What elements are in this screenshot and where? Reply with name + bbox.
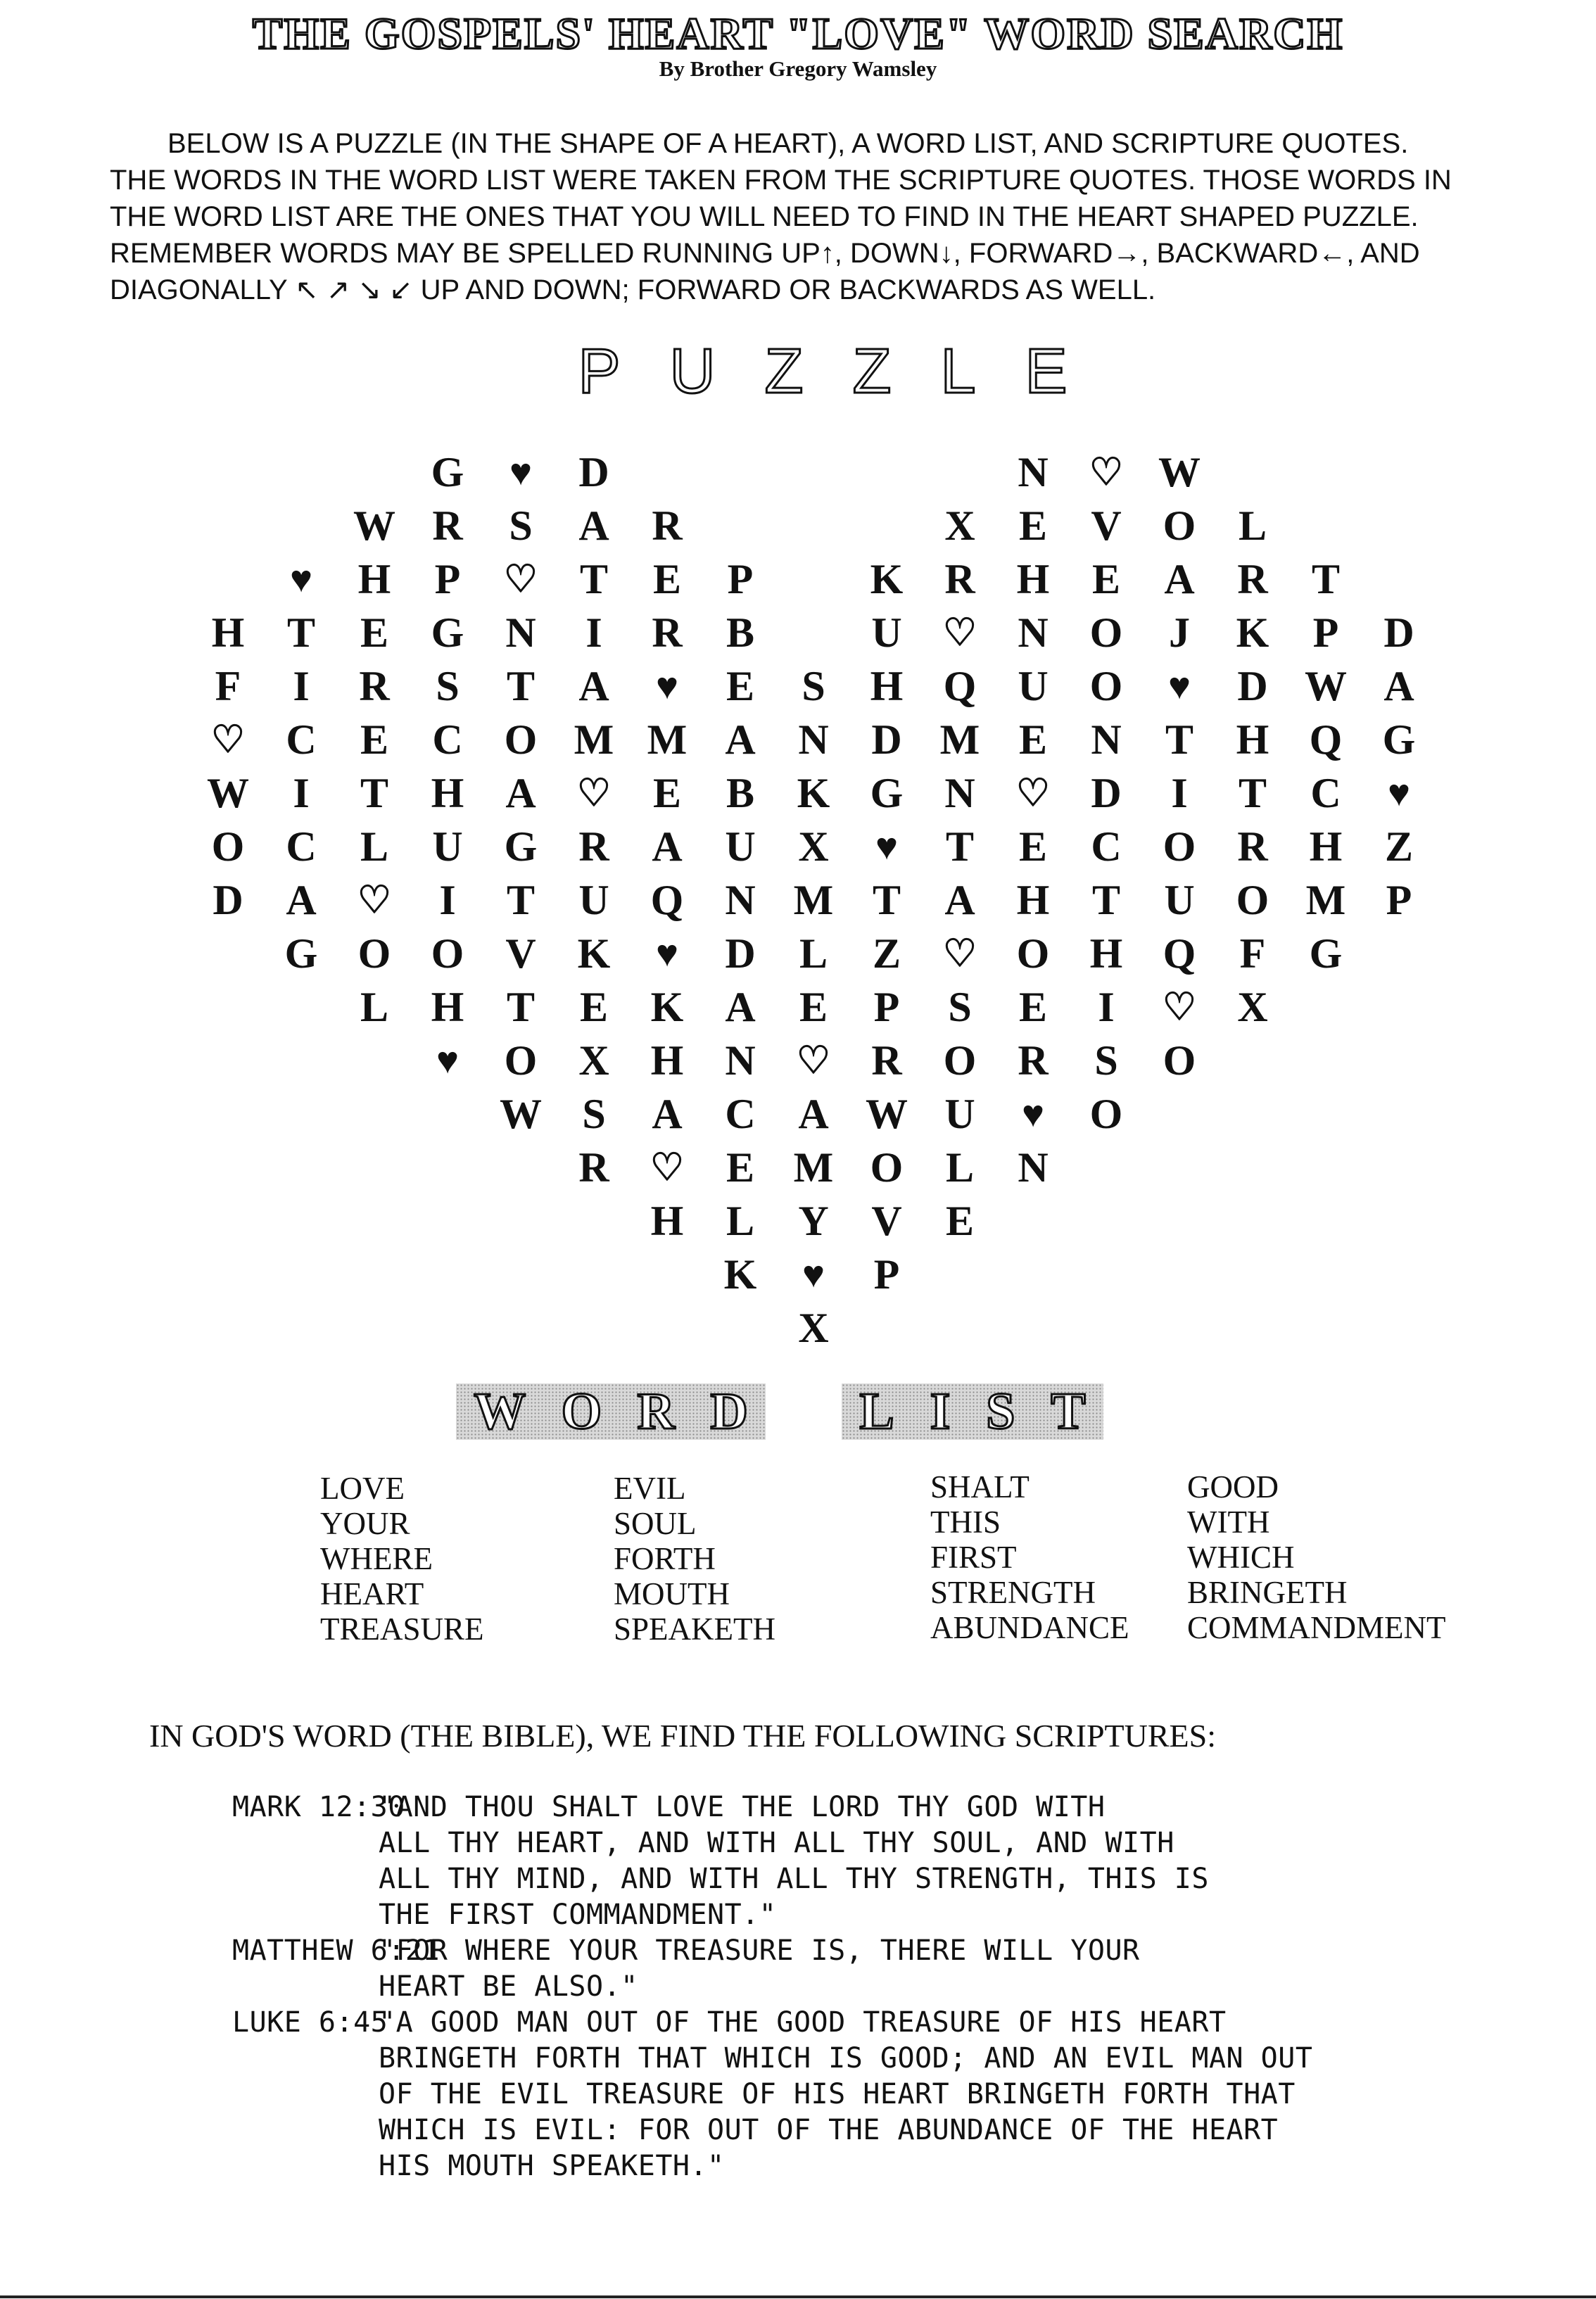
- instructions-line: DIAGONALLY ↖ ↗ ↘ ↙ UP AND DOWN; FORWARD OR BACKWARDS AS WELL.: [110, 274, 1156, 305]
- puzzle-cell-letter: E: [1018, 823, 1048, 870]
- puzzle-cell-letter: H: [1309, 823, 1343, 870]
- puzzle-cell-letter: E: [360, 609, 389, 656]
- puzzle-cell-heart-icon: ♥: [509, 451, 533, 493]
- puzzle-cell-letter: R: [578, 823, 609, 870]
- scripture-text: HIS MOUTH SPEAKETH.": [379, 2150, 725, 2182]
- puzzle-cell-letter: P: [727, 556, 754, 602]
- puzzle-cell-letter: C: [725, 1091, 756, 1137]
- puzzle-cell-letter: O: [870, 1144, 904, 1191]
- puzzle-cell-letter: R: [944, 556, 975, 602]
- puzzle-cell-letter: N: [505, 609, 536, 656]
- puzzle-cell-letter: O: [943, 1037, 977, 1084]
- puzzle-cell-letter: O: [504, 1037, 538, 1084]
- puzzle-cell-letter: Z: [872, 930, 901, 977]
- puzzle-cell-letter: D: [1383, 609, 1414, 656]
- word-list-heading-word: [456, 1383, 766, 1440]
- puzzle-cell-letter: T: [506, 984, 536, 1030]
- puzzle-cell-letter: E: [652, 770, 682, 816]
- puzzle-cell-open-heart-icon: ♡: [1015, 772, 1051, 814]
- word-list-item: EVIL: [614, 1471, 686, 1506]
- puzzle-cell-letter: K: [723, 1251, 757, 1298]
- word-list-heading-letter: L: [859, 1382, 894, 1440]
- puzzle-cell-letter: G: [1309, 930, 1343, 977]
- puzzle-cell-letter: N: [1018, 449, 1049, 495]
- puzzle-cell-letter: R: [1237, 823, 1268, 870]
- instructions-line: THE WORDS IN THE WORD LIST WERE TAKEN FROM THE SCRIPTURE QUOTES. THOSE WORDS IN: [110, 165, 1452, 196]
- puzzle-cell-letter: O: [1236, 877, 1269, 923]
- puzzle-cell-heart-icon: ♥: [655, 932, 679, 975]
- puzzle-cell-letter: A: [286, 877, 317, 923]
- puzzle-cell-letter: U: [1164, 877, 1195, 923]
- author-byline: By Brother Gregory Wamsley: [659, 56, 937, 81]
- puzzle-cell-letter: M: [793, 877, 834, 923]
- puzzle-cell-letter: D: [1237, 663, 1268, 709]
- puzzle-cell-letter: F: [1239, 930, 1266, 977]
- puzzle-cell-open-heart-icon: ♡: [210, 718, 246, 761]
- puzzle-cell-letter: A: [725, 984, 756, 1030]
- puzzle-cell-letter: D: [578, 449, 609, 495]
- puzzle-cell-letter: A: [1164, 556, 1195, 602]
- puzzle-cell-letter: D: [725, 930, 756, 977]
- puzzle-cell-letter: V: [505, 930, 536, 977]
- puzzle-cell-letter: O: [1163, 1037, 1196, 1084]
- puzzle-cell-letter: G: [504, 823, 538, 870]
- scripture-text: OF THE EVIL TREASURE OF HIS HEART BRINGETH FORTH THAT: [379, 2078, 1296, 2110]
- puzzle-cell-letter: I: [439, 877, 456, 923]
- puzzle-cell-letter: W: [353, 502, 395, 549]
- puzzle-cell-letter: K: [650, 984, 684, 1030]
- puzzle-cell-letter: N: [725, 1037, 756, 1084]
- puzzle-cell-letter: C: [432, 716, 463, 763]
- puzzle-cell-letter: I: [293, 770, 310, 816]
- puzzle-cell-letter: D: [871, 716, 902, 763]
- puzzle-heading-letter: P: [578, 336, 670, 407]
- puzzle-cell-letter: W: [207, 770, 249, 816]
- instructions-line: THE WORD LIST ARE THE ONES THAT YOU WILL NEED TO FIND IN THE HEART SHAPED PUZZLE.: [110, 201, 1419, 232]
- word-list-heading: [456, 1381, 1103, 1443]
- puzzle-cell-letter: E: [579, 984, 609, 1030]
- puzzle-cell-letter: X: [944, 502, 975, 549]
- puzzle-cell-letter: O: [1089, 609, 1123, 656]
- scripture-reference: MATTHEW 6:21: [232, 1934, 440, 1967]
- puzzle-cell-letter: R: [652, 502, 683, 549]
- puzzle-cell-letter: U: [944, 1091, 975, 1137]
- scripture-text: ALL THY MIND, AND WITH ALL THY STRENGTH, THIS IS: [379, 1863, 1209, 1895]
- puzzle-cell-letter: D: [213, 877, 243, 923]
- word-list-item: THIS: [930, 1505, 1001, 1540]
- puzzle-cell-open-heart-icon: ♡: [942, 932, 977, 975]
- puzzle-cell-letter: Y: [798, 1198, 829, 1244]
- puzzle-cell-letter: M: [574, 716, 614, 763]
- puzzle-cell-letter: C: [1091, 823, 1122, 870]
- puzzle-heading: [0, 336, 1596, 407]
- puzzle-cell-heart-icon: ♥: [655, 665, 679, 707]
- puzzle-cell-letter: I: [585, 609, 602, 656]
- puzzle-cell-letter: E: [360, 716, 389, 763]
- word-list-column: [930, 1469, 1129, 1645]
- puzzle-cell-letter: M: [647, 716, 688, 763]
- word-list-item: WHERE: [320, 1541, 433, 1576]
- puzzle-cell-letter: O: [1016, 930, 1050, 977]
- puzzle-heading-letter: E: [1025, 336, 1117, 407]
- puzzle-cell-letter: H: [870, 663, 904, 709]
- puzzle-cell-letter: H: [431, 984, 464, 1030]
- puzzle-cell-letter: H: [1089, 930, 1123, 977]
- puzzle-cell-letter: H: [357, 556, 391, 602]
- word-list-heading-letter: S: [986, 1382, 1015, 1440]
- bottom-divider: [0, 2295, 1596, 2298]
- puzzle-cell-letter: O: [1163, 823, 1196, 870]
- scripture-text: "AND THOU SHALT LOVE THE LORD THY GOD WITH: [379, 1791, 1106, 1823]
- puzzle-cell-letter: H: [1016, 556, 1050, 602]
- puzzle-cell-letter: R: [1018, 1037, 1049, 1084]
- puzzle-cell-letter: T: [1165, 716, 1194, 763]
- puzzle-cell-letter: C: [1310, 770, 1341, 816]
- puzzle-cell-letter: P: [873, 984, 900, 1030]
- instructions-line: REMEMBER WORDS MAY BE SPELLED RUNNING UP↑, DOWN↓, FORWARD→, BACKWARD←, AND: [110, 238, 1420, 269]
- puzzle-cell-letter: A: [652, 1091, 683, 1137]
- puzzle-cell-letter: G: [1382, 716, 1416, 763]
- puzzle-cell-letter: R: [871, 1037, 902, 1084]
- word-list-heading-letter: R: [637, 1382, 675, 1440]
- puzzle-cell-letter: X: [798, 1305, 829, 1351]
- puzzle-cell-letter: P: [1386, 877, 1412, 923]
- word-list-item: WITH: [1187, 1505, 1270, 1540]
- puzzle-cell-letter: L: [1238, 502, 1267, 549]
- puzzle-cell-letter: O: [1089, 663, 1123, 709]
- puzzle-cell-letter: N: [944, 770, 975, 816]
- puzzle-cell-letter: A: [652, 823, 683, 870]
- puzzle-cell-open-heart-icon: ♡: [1162, 986, 1197, 1028]
- puzzle-cell-letter: K: [797, 770, 830, 816]
- puzzle-cell-letter: T: [872, 877, 901, 923]
- puzzle-cell-letter: E: [726, 663, 755, 709]
- puzzle-cell-letter: E: [1018, 716, 1048, 763]
- puzzle-cell-heart-icon: ♥: [436, 1039, 460, 1082]
- puzzle-cell-letter: N: [1018, 609, 1049, 656]
- puzzle-cell-letter: H: [211, 609, 245, 656]
- puzzle-cell-letter: U: [1018, 663, 1049, 709]
- puzzle-cell-heart-icon: ♥: [875, 825, 899, 868]
- puzzle-cell-letter: F: [215, 663, 241, 709]
- puzzle-cell-letter: O: [1163, 502, 1196, 549]
- puzzle-cell-letter: N: [725, 877, 756, 923]
- puzzle-cell-letter: E: [652, 556, 682, 602]
- puzzle-cell-letter: A: [578, 502, 609, 549]
- puzzle-cell-letter: O: [504, 716, 538, 763]
- scripture-text: WHICH IS EVIL: FOR OUT OF THE ABUNDANCE OF THE HEART: [379, 2114, 1279, 2146]
- puzzle-cell-letter: C: [286, 823, 317, 870]
- puzzle-cell-letter: J: [1169, 609, 1190, 656]
- scripture-reference: LUKE 6:45: [232, 2006, 388, 2039]
- word-list-column: [1187, 1469, 1446, 1645]
- puzzle-cell-letter: T: [1311, 556, 1341, 602]
- puzzle-cell-letter: E: [1091, 556, 1121, 602]
- puzzle-cell-letter: W: [1158, 449, 1201, 495]
- puzzle-cell-letter: O: [357, 930, 391, 977]
- puzzle-cell-open-heart-icon: ♡: [1089, 451, 1124, 493]
- puzzle-cell-letter: B: [726, 770, 755, 816]
- puzzle-cell-letter: S: [1094, 1037, 1118, 1084]
- puzzle-cell-letter: E: [799, 984, 828, 1030]
- scripture-luke: [232, 2005, 1312, 2184]
- puzzle-cell-letter: P: [434, 556, 461, 602]
- puzzle-cell-letter: W: [866, 1091, 908, 1137]
- puzzle-cell-letter: H: [1016, 877, 1050, 923]
- puzzle-cell-letter: S: [509, 502, 533, 549]
- puzzle-cell-letter: R: [432, 502, 463, 549]
- puzzle-cell-letter: A: [578, 663, 609, 709]
- puzzle-cell-letter: E: [726, 1144, 755, 1191]
- puzzle-cell-letter: R: [359, 663, 390, 709]
- puzzle-cell-letter: U: [432, 823, 463, 870]
- word-list-heading-letter: W: [474, 1382, 526, 1440]
- puzzle-cell-letter: R: [578, 1144, 609, 1191]
- puzzle-cell-letter: G: [431, 449, 464, 495]
- puzzle-heading-letter: Z: [852, 336, 941, 407]
- puzzle-cell-letter: A: [798, 1091, 829, 1137]
- puzzle-cell-letter: A: [725, 716, 756, 763]
- puzzle-cell-heart-icon: ♥: [1167, 665, 1191, 707]
- scripture-text: BRINGETH FORTH THAT WHICH IS GOOD; AND AN EVIL MAN OUT: [379, 2042, 1313, 2075]
- puzzle-cell-open-heart-icon: ♡: [357, 879, 392, 921]
- word-list-item: MOUTH: [614, 1576, 730, 1611]
- scripture-mark: [232, 1790, 1209, 1933]
- puzzle-cell-letter: M: [793, 1144, 834, 1191]
- puzzle-cell-letter: T: [579, 556, 609, 602]
- puzzle-cell-letter: V: [1091, 502, 1122, 549]
- puzzle-cell-letter: X: [1237, 984, 1268, 1030]
- puzzle-cell-letter: K: [870, 556, 904, 602]
- instructions: [110, 125, 1588, 308]
- puzzle-cell-letter: C: [286, 716, 317, 763]
- word-list-heading-letter: O: [561, 1382, 602, 1440]
- puzzle-cell-open-heart-icon: ♡: [796, 1039, 831, 1082]
- word-list-item: YOUR: [320, 1506, 410, 1541]
- puzzle-heading-letter: U: [669, 336, 765, 407]
- puzzle-cell-letter: P: [873, 1251, 900, 1298]
- puzzle-cell-letter: U: [725, 823, 756, 870]
- puzzle-cell-letter: L: [799, 930, 828, 977]
- word-list-item: WHICH: [1187, 1540, 1295, 1575]
- puzzle-cell-letter: L: [726, 1198, 755, 1244]
- puzzle-cell-letter: I: [1098, 984, 1115, 1030]
- word-list-heading-letter: D: [710, 1382, 748, 1440]
- puzzle-cell-letter: Q: [943, 663, 977, 709]
- scripture-reference: MARK 12:30: [232, 1791, 405, 1823]
- puzzle-cell-letter: D: [1091, 770, 1122, 816]
- puzzle-cell-letter: R: [652, 609, 683, 656]
- puzzle-cell-letter: E: [1018, 984, 1048, 1030]
- puzzle-cell-letter: T: [1238, 770, 1267, 816]
- puzzle-cell-letter: R: [1237, 556, 1268, 602]
- puzzle-cell-open-heart-icon: ♡: [942, 612, 977, 654]
- puzzle-cell-letter: O: [211, 823, 245, 870]
- puzzle-cell-letter: P: [1312, 609, 1339, 656]
- puzzle-cell-letter: T: [945, 823, 975, 870]
- puzzle-cell-letter: S: [948, 984, 972, 1030]
- puzzle-cell-heart-icon: ♥: [1387, 772, 1411, 814]
- puzzle-cell-letter: L: [945, 1144, 975, 1191]
- puzzle-cell-letter: Q: [650, 877, 684, 923]
- puzzle-cell-letter: I: [293, 663, 310, 709]
- puzzle-cell-letter: K: [577, 930, 611, 977]
- puzzle-cell-letter: V: [871, 1198, 902, 1244]
- puzzle-cell-letter: M: [1305, 877, 1346, 923]
- puzzle-cell-letter: E: [1018, 502, 1048, 549]
- scripture-text: ALL THY HEART, AND WITH ALL THY SOUL, AND WITH: [379, 1827, 1174, 1859]
- puzzle-cell-letter: S: [582, 1091, 606, 1137]
- puzzle-cell-letter: U: [871, 609, 902, 656]
- puzzle-cell-letter: M: [939, 716, 980, 763]
- puzzle-cell-letter: G: [431, 609, 464, 656]
- puzzle-cell-letter: T: [506, 663, 536, 709]
- puzzle-cell-letter: U: [578, 877, 609, 923]
- word-list-item: HEART: [320, 1576, 424, 1611]
- puzzle-cell-letter: T: [506, 877, 536, 923]
- puzzle-cell-letter: H: [650, 1037, 684, 1084]
- scripture-intro: IN GOD'S WORD (THE BIBLE), WE FIND THE FOLLOWING SCRIPTURES:: [149, 1718, 1217, 1754]
- puzzle-cell-letter: T: [360, 770, 389, 816]
- word-list-item: COMMANDMENT: [1187, 1610, 1446, 1645]
- puzzle-cell-letter: G: [284, 930, 318, 977]
- word-list-heading-letter: I: [930, 1382, 951, 1440]
- puzzle-cell-open-heart-icon: ♡: [576, 772, 612, 814]
- puzzle-cell-letter: O: [1089, 1091, 1123, 1137]
- puzzle-cell-letter: W: [1305, 663, 1347, 709]
- puzzle-cell-letter: W: [500, 1091, 542, 1137]
- puzzle-cell-letter: E: [945, 1198, 975, 1244]
- puzzle-cell-letter: H: [431, 770, 464, 816]
- instructions-line: BELOW IS A PUZZLE (IN THE SHAPE OF A HEART), A WORD LIST, AND SCRIPTURE QUOTES.: [167, 128, 1409, 159]
- puzzle-heading-letter: Z: [764, 336, 853, 407]
- word-list-heading-letter: T: [1051, 1382, 1086, 1440]
- puzzle-cell-letter: Z: [1384, 823, 1414, 870]
- puzzle-cell-letter: N: [1018, 1144, 1049, 1191]
- puzzle-cell-letter: K: [1236, 609, 1269, 656]
- scripture-text: HEART BE ALSO.": [379, 1970, 638, 2003]
- puzzle-cell-letter: B: [726, 609, 755, 656]
- word-list-heading-word: [842, 1383, 1103, 1440]
- puzzle-cell-letter: L: [360, 984, 389, 1030]
- puzzle-cell-letter: X: [798, 823, 829, 870]
- puzzle-cell-open-heart-icon: ♡: [650, 1146, 685, 1189]
- word-list-column: [320, 1471, 484, 1647]
- puzzle-cell-heart-icon: ♥: [802, 1253, 825, 1296]
- word-list-item: SHALT: [930, 1469, 1030, 1505]
- word-list-item: SPEAKETH: [614, 1611, 776, 1647]
- puzzle-cell-letter: G: [870, 770, 904, 816]
- scripture-text: THE FIRST COMMANDMENT.": [379, 1899, 777, 1931]
- puzzle-cell-letter: N: [1091, 716, 1122, 763]
- puzzle-cell-letter: A: [944, 877, 975, 923]
- word-list-item: TREASURE: [320, 1611, 484, 1647]
- word-list-item: ABUNDANCE: [930, 1610, 1129, 1645]
- scripture-text: "FOR WHERE YOUR TREASURE IS, THERE WILL YOUR: [379, 1934, 1140, 1967]
- puzzle-cell-letter: N: [798, 716, 829, 763]
- puzzle-cell-letter: O: [431, 930, 464, 977]
- scripture-matthew: [232, 1933, 1140, 2005]
- puzzle-cell-letter: X: [578, 1037, 609, 1084]
- word-list-column: [614, 1471, 775, 1647]
- puzzle-cell-letter: Q: [1309, 716, 1343, 763]
- puzzle-cell-letter: T: [286, 609, 316, 656]
- puzzle-cell-letter: I: [1171, 770, 1188, 816]
- word-list-item: GOOD: [1187, 1469, 1279, 1505]
- puzzle-cell-letter: S: [436, 663, 460, 709]
- puzzle-cell-letter: L: [360, 823, 389, 870]
- puzzle-heading-letter: L: [940, 336, 1025, 407]
- word-list-item: STRENGTH: [930, 1575, 1096, 1610]
- word-list-item: FIRST: [930, 1540, 1017, 1575]
- scripture-text: "A GOOD MAN OUT OF THE GOOD TREASURE OF HIS HEART: [379, 2006, 1227, 2039]
- word-list-item: SOUL: [614, 1506, 697, 1541]
- puzzle-cell-letter: A: [505, 770, 536, 816]
- puzzle-cell-letter: H: [650, 1198, 684, 1244]
- page-title: THE GOSPELS' HEART "LOVE" WORD SEARCH: [252, 8, 1344, 58]
- puzzle-cell-letter: S: [802, 663, 825, 709]
- puzzle-cell-heart-icon: ♥: [1021, 1093, 1045, 1135]
- puzzle-cell-letter: Q: [1163, 930, 1196, 977]
- puzzle-cell-heart-icon: ♥: [289, 558, 313, 600]
- word-list-item: LOVE: [320, 1471, 405, 1506]
- word-list-item: BRINGETH: [1187, 1575, 1348, 1610]
- puzzle-cell-open-heart-icon: ♡: [503, 558, 538, 600]
- word-list-item: FORTH: [614, 1541, 716, 1576]
- puzzle-cell-letter: H: [1236, 716, 1269, 763]
- puzzle-cell-letter: T: [1091, 877, 1121, 923]
- puzzle-cell-letter: A: [1383, 663, 1414, 709]
